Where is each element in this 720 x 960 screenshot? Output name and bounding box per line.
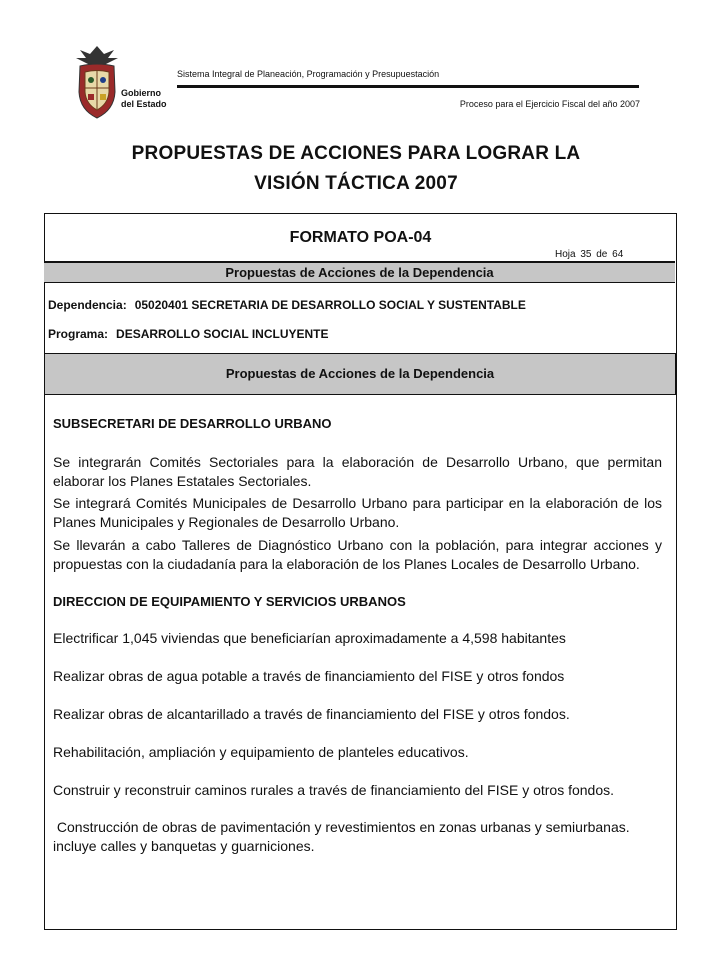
title-line2: VISIÓN TÁCTICA 2007 <box>254 173 458 194</box>
section2-title: DIRECCION DE EQUIPAMIENTO Y SERVICIOS URBANOS <box>53 594 406 609</box>
page-title <box>60 139 652 199</box>
dependencia-label: Dependencia: <box>48 298 127 312</box>
format-label: FORMATO POA-04 <box>289 229 432 246</box>
state-seal-logo <box>72 44 122 120</box>
programa-label: Programa: <box>48 327 109 341</box>
sheet-number: Hoja 35 de 64 <box>555 249 624 260</box>
section1-title: SUBSECRETARI DE DESARROLLO URBANO <box>53 416 332 431</box>
gov-line2: del Estado <box>121 99 167 109</box>
dependencia-value: 05020401 SECRETARIA DE DESARROLLO SOCIAL Y SUSTENTABLE <box>134 298 526 312</box>
gov-line1: Gobierno <box>121 88 161 98</box>
section-band-actions: Propuestas de Acciones de la Dependencia <box>44 353 676 395</box>
list-item: Se integrará Comités Municipales de Desarrollo Urbano para participar en la elaboración de los Planes Municipales y Regionales de Desarrollo Urbano. <box>53 495 662 530</box>
section-band-top: Propuestas de Acciones de la Dependencia <box>44 261 675 283</box>
process-text: Proceso para el Ejercicio Fiscal del año 2007 <box>459 99 640 109</box>
actions-content <box>53 414 662 856</box>
list-item: Se integrarán Comités Sectoriales para la elaboración de Desarrollo Urbano, que permitan elaborar los Planes Estatales Sectoriales. <box>53 454 662 489</box>
programa-value: DESARROLLO SOCIAL INCLUYENTE <box>116 327 329 341</box>
list-item: Electrificar 1,045 viviendas que beneficiarían aproximadamente a 4,598 habitantes <box>53 630 566 646</box>
list-item: Realizar obras de alcantarillado a través de financiamiento del FISE y otros fondos. <box>53 706 570 722</box>
list-item: Construir y reconstruir caminos rurales a través de financiamiento del FISE y otros fondos. <box>53 782 615 798</box>
list-item: Se llevarán a cabo Talleres de Diagnóstico Urbano con la población, para integrar acciones y propuestas con la ciudadanía para la elaboración de los Planes Locales de Desarrollo Urbano. <box>53 537 662 572</box>
list-item: Realizar obras de agua potable a través de financiamiento del FISE y otros fondos <box>53 668 565 684</box>
title-line1: PROPUESTAS DE ACCIONES PARA LOGRAR LA <box>131 143 581 164</box>
programa-row <box>48 327 329 341</box>
dependencia-row <box>48 298 526 312</box>
list-item: Rehabilitación, ampliación y equipamiento de planteles educativos. <box>53 744 469 760</box>
list-item: Construcción de obras de pavimentación y revestimientos en zonas urbanas y semiurbanas. incluye calles y banquetas y guarniciones. <box>53 819 634 854</box>
header-divider <box>177 85 639 88</box>
system-name: Sistema Integral de Planeación, Programación y Presupuestación <box>177 69 440 79</box>
government-label <box>121 88 181 110</box>
